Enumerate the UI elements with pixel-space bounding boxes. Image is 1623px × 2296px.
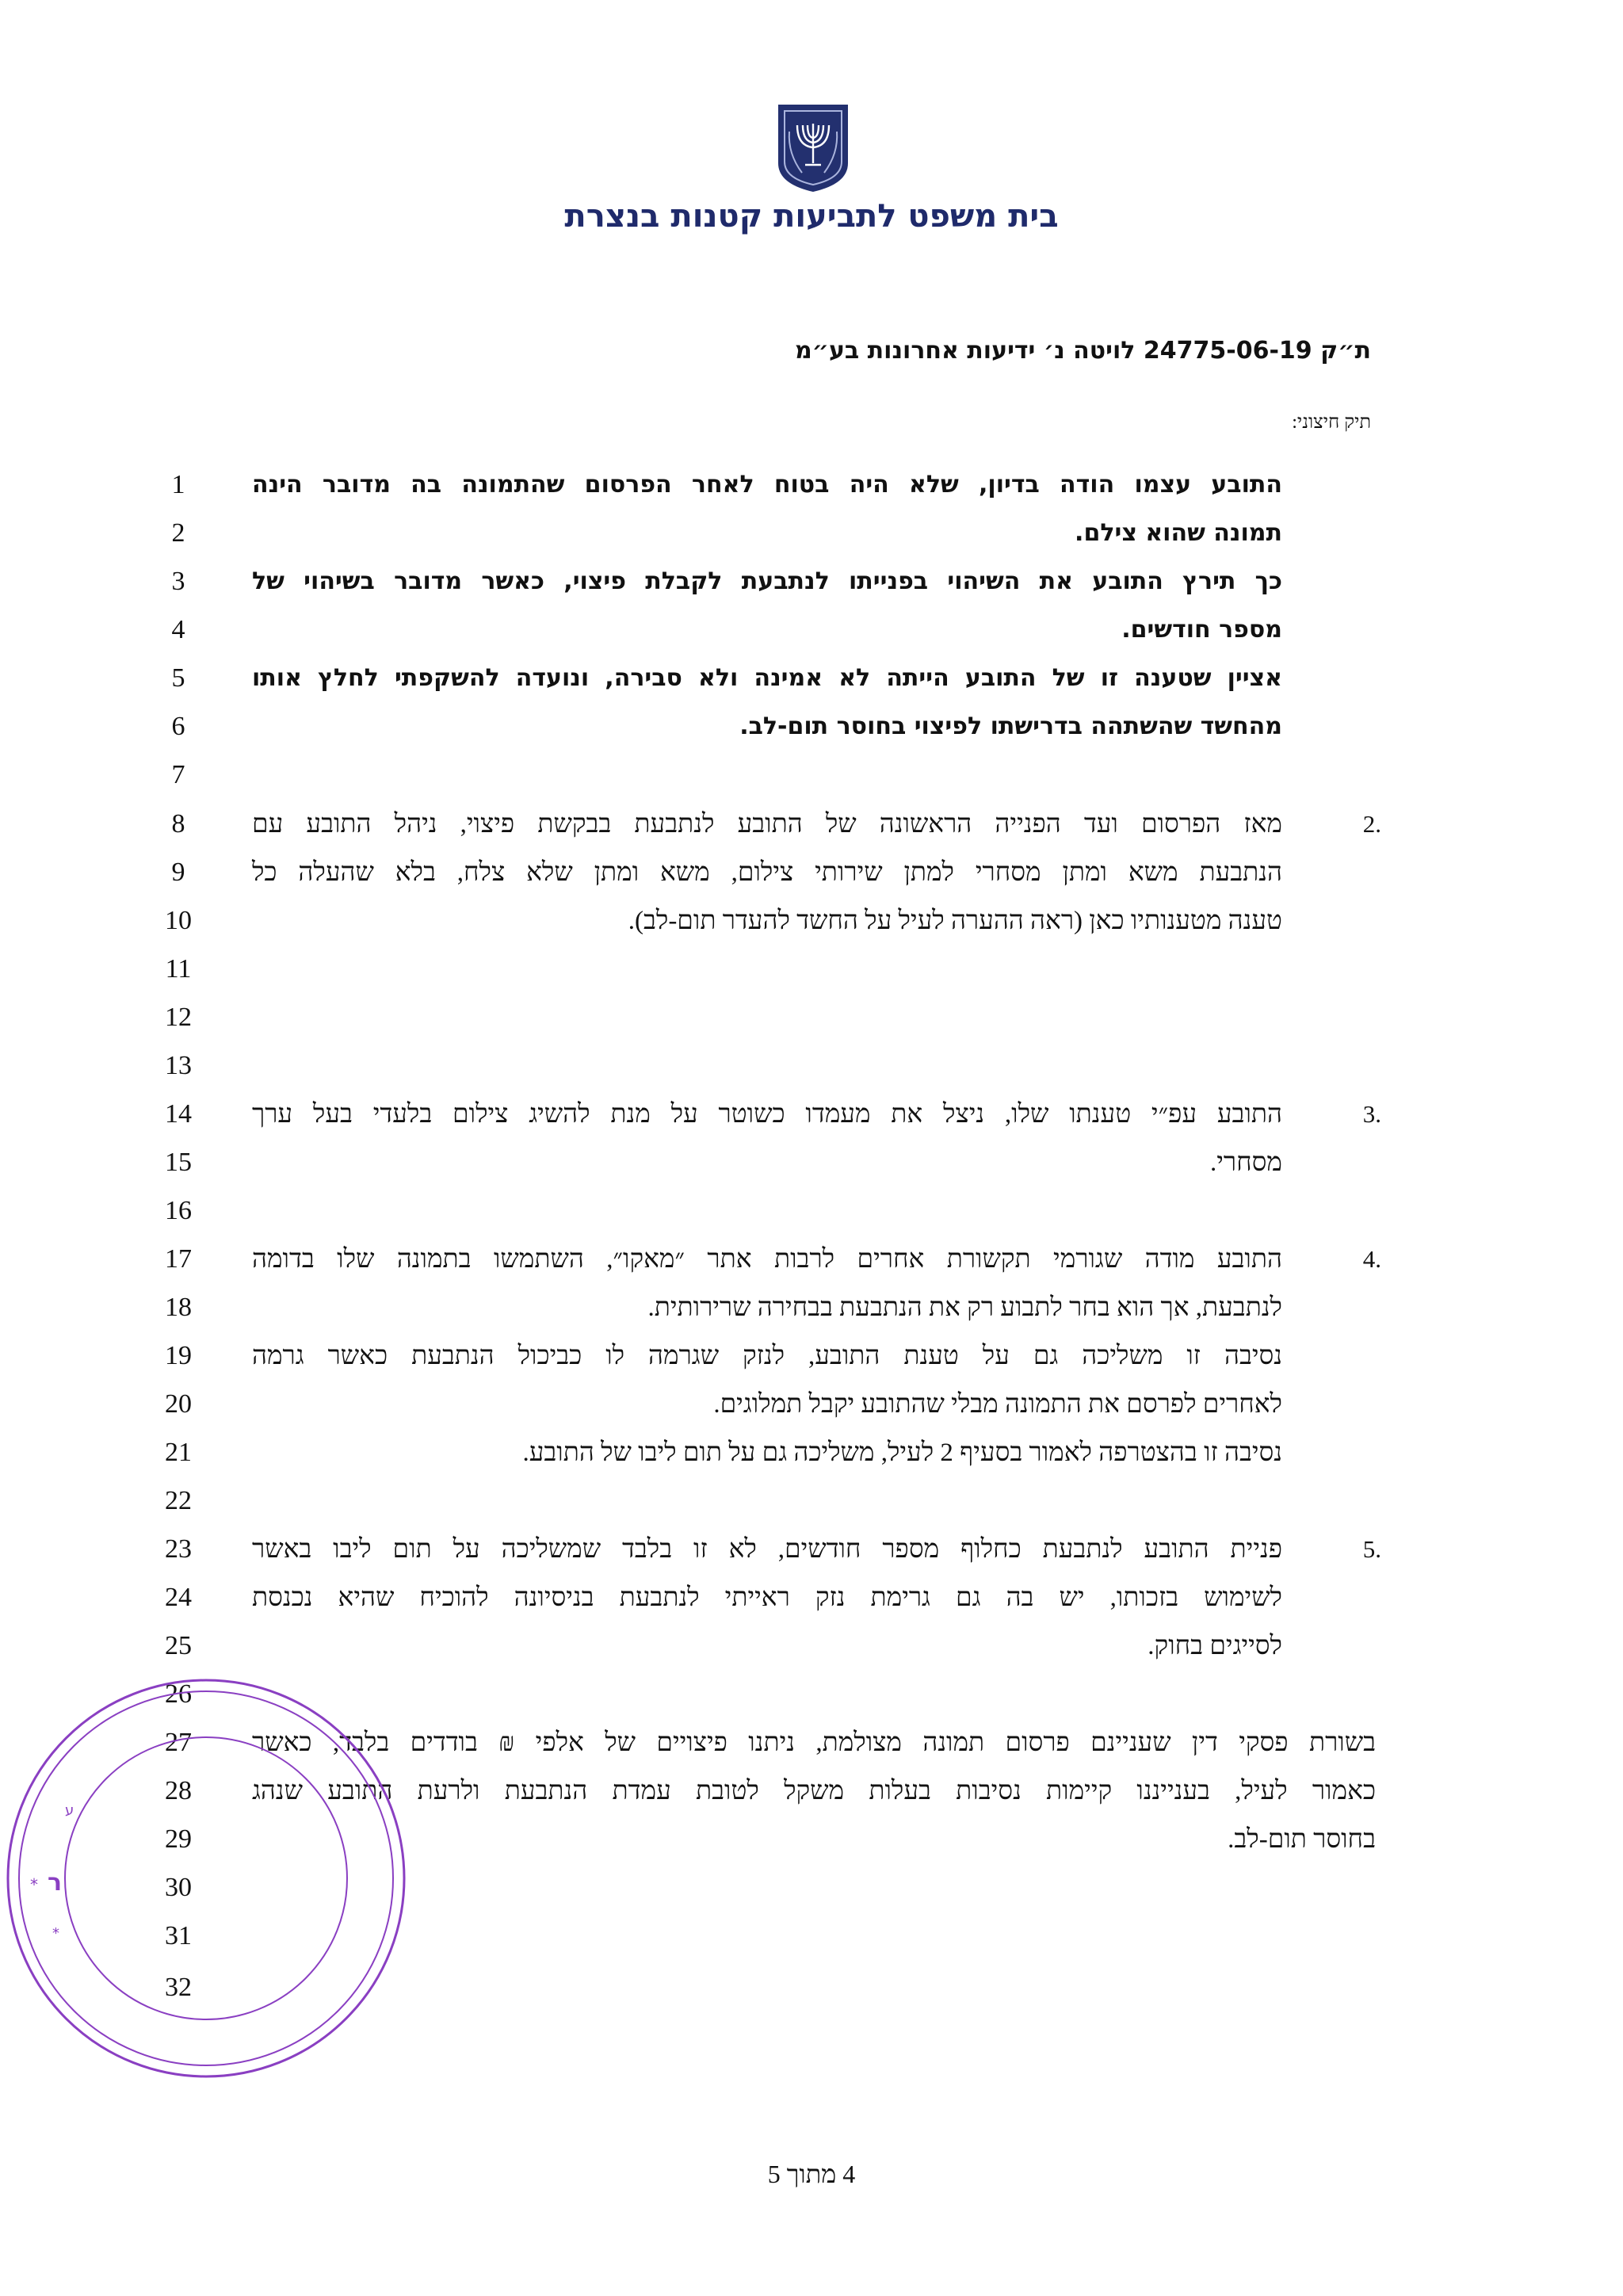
svg-text:ר: ר — [48, 1869, 63, 1897]
line-number: 17 — [165, 1244, 192, 1274]
p4-line-1: התובע מודה שגורמי תקשורת אחרים לרבות אתר ״מאקו״, השתמשו בתמונה שלו בדומה — [252, 1245, 1282, 1274]
court-stamp-partial — [0, 1728, 74, 2029]
line-number: 23 — [165, 1534, 192, 1564]
closing-line-3: בחוסר תום-לב. — [1228, 1825, 1376, 1854]
intro-line-2: תמונה שהוא צילם. — [1075, 519, 1282, 547]
line-number: 32 — [165, 1973, 192, 2002]
paragraph-number-2: 2. — [1362, 810, 1381, 838]
line-number: 19 — [165, 1341, 192, 1370]
svg-text:*: * — [30, 1875, 38, 1894]
p4-line-5: נסיבה זו בהצטרפה לאמור בסעיף 2 לעיל, משליכה גם על תום ליבו של התובע. — [522, 1438, 1282, 1467]
intro-line-1: התובע עצמו הודה בדיון, שלא היה בטוח לאחר הפרסום שהתמונה בה מדובר הינה — [252, 471, 1282, 499]
line-number: 11 — [165, 954, 192, 984]
line-number: 30 — [165, 1873, 192, 1902]
closing-line-2: כאמור לעיל, בענייננו קיימות נסיבות בעלות משקל לטובת עמדת הנתבעת ולרעת התובע שנהג — [252, 1777, 1376, 1805]
intro-line-5: אציין שטענה זו של התובע הייתה לא אמינה ולא סבירה, ונועדה להשקפתי לחלץ אותו — [252, 664, 1282, 692]
paragraph-number-3: 3. — [1362, 1100, 1381, 1128]
line-number: 7 — [171, 760, 185, 789]
line-number: 4 — [171, 615, 185, 644]
p5-line-2: לשימוש בזכותו, יש בה גם גרימת נזק ראייתי לנתבעת בניסיונה להוכיח שהיא נכנסת — [252, 1584, 1282, 1612]
line-number: 8 — [171, 809, 185, 839]
paragraph-number-4: 4. — [1362, 1245, 1381, 1273]
external-file-label: תיק חיצוני: — [1292, 412, 1371, 433]
p4-line-4: לאחרים לפרסם את התמונה מבלי שהתובע יקבל תמלוגים. — [713, 1390, 1282, 1419]
line-number: 6 — [171, 712, 185, 741]
p2-line-3: טענה מטענותיו כאן (ראה ההערה לעיל על החשד להעדר תום-לב). — [628, 907, 1282, 935]
line-number: 29 — [165, 1824, 192, 1854]
line-number: 28 — [165, 1776, 192, 1805]
line-number: 18 — [165, 1293, 192, 1322]
line-number: 15 — [165, 1148, 192, 1177]
p4-line-2: לנתבעת, אך הוא בחר לתבוע רק את הנתבעת בבחירה שרירותית. — [647, 1293, 1282, 1322]
line-number: 1 — [171, 470, 185, 499]
intro-line-4: מספר חודשים. — [1121, 616, 1282, 644]
line-number: 24 — [165, 1583, 192, 1612]
line-number: 22 — [165, 1486, 192, 1515]
line-number: 13 — [165, 1051, 192, 1080]
intro-line-6: מהחשד שהשתהה בדרישתו לפיצוי בחוסר תום-לב. — [739, 712, 1282, 740]
line-number: 26 — [165, 1679, 192, 1709]
line-number: 3 — [171, 567, 185, 596]
line-number: 12 — [165, 1003, 192, 1032]
line-number: 5 — [171, 663, 185, 693]
page-indicator: 4 מתוך 5 — [767, 2160, 856, 2188]
line-number: 10 — [165, 906, 192, 935]
line-number: 21 — [165, 1438, 192, 1467]
p2-line-1: מאז הפרסום ועד הפנייה הראשונה של התובע לנתבעת בבקשת פיצוי, ניהל התובע עם — [252, 810, 1282, 839]
p5-line-3: לסייגים בחוק. — [1148, 1632, 1282, 1660]
p4-line-3: נסיבה זו משליכה גם על טענת התובע, לנזק שגרמה לו כביכול הנתבעת כאשר גרמה — [252, 1342, 1282, 1370]
line-number: 2 — [171, 518, 185, 548]
line-number: 9 — [171, 858, 185, 887]
court-name: בית משפט לתביעות קטנות בנצרת — [564, 198, 1059, 235]
p5-line-1: פניית התובע לנתבעת כחלוף מספר חודשים, לא זו בלבד שמשליכה על תום ליבו באשר — [252, 1535, 1282, 1564]
case-title: ת״ק 24775-06-19 לויטה נ׳ ידיעות אחרונות בע״מ — [794, 337, 1371, 365]
paragraph-number-5: 5. — [1362, 1535, 1381, 1563]
svg-text:ע: ע — [65, 1802, 74, 1819]
p3-line-2: מסחרי. — [1210, 1148, 1282, 1177]
line-number: 20 — [165, 1389, 192, 1419]
closing-line-1: בשורת פסקי דין שעניינם פרסום תמונה מצולמת, ניתנו פיצויים של אלפי ₪ בודדים בלבד, כאשר — [252, 1729, 1376, 1757]
line-number: 25 — [165, 1631, 192, 1660]
p2-line-2: הנתבעת משא ומתן מסחרי למתן שירותי צילום, משא ומתן שלא צלח, בלא שהעלה כל — [252, 858, 1282, 887]
svg-text:*: * — [52, 1925, 59, 1942]
line-number: 27 — [165, 1728, 192, 1757]
state-emblem-icon — [773, 101, 853, 195]
line-number: 31 — [165, 1921, 192, 1950]
line-number: 16 — [165, 1196, 192, 1225]
intro-line-3: כך תירץ התובע את השיהוי בפנייתו לנתבעת לקבלת פיצוי, כאשר מדובר בשיהוי של — [252, 567, 1282, 595]
line-number: 14 — [165, 1099, 192, 1129]
p3-line-1: התובע עפ״י טענתו שלו, ניצל את מעמדו כשוטר על מנת להשיג צילום בלעדי בעל ערך — [252, 1100, 1282, 1129]
